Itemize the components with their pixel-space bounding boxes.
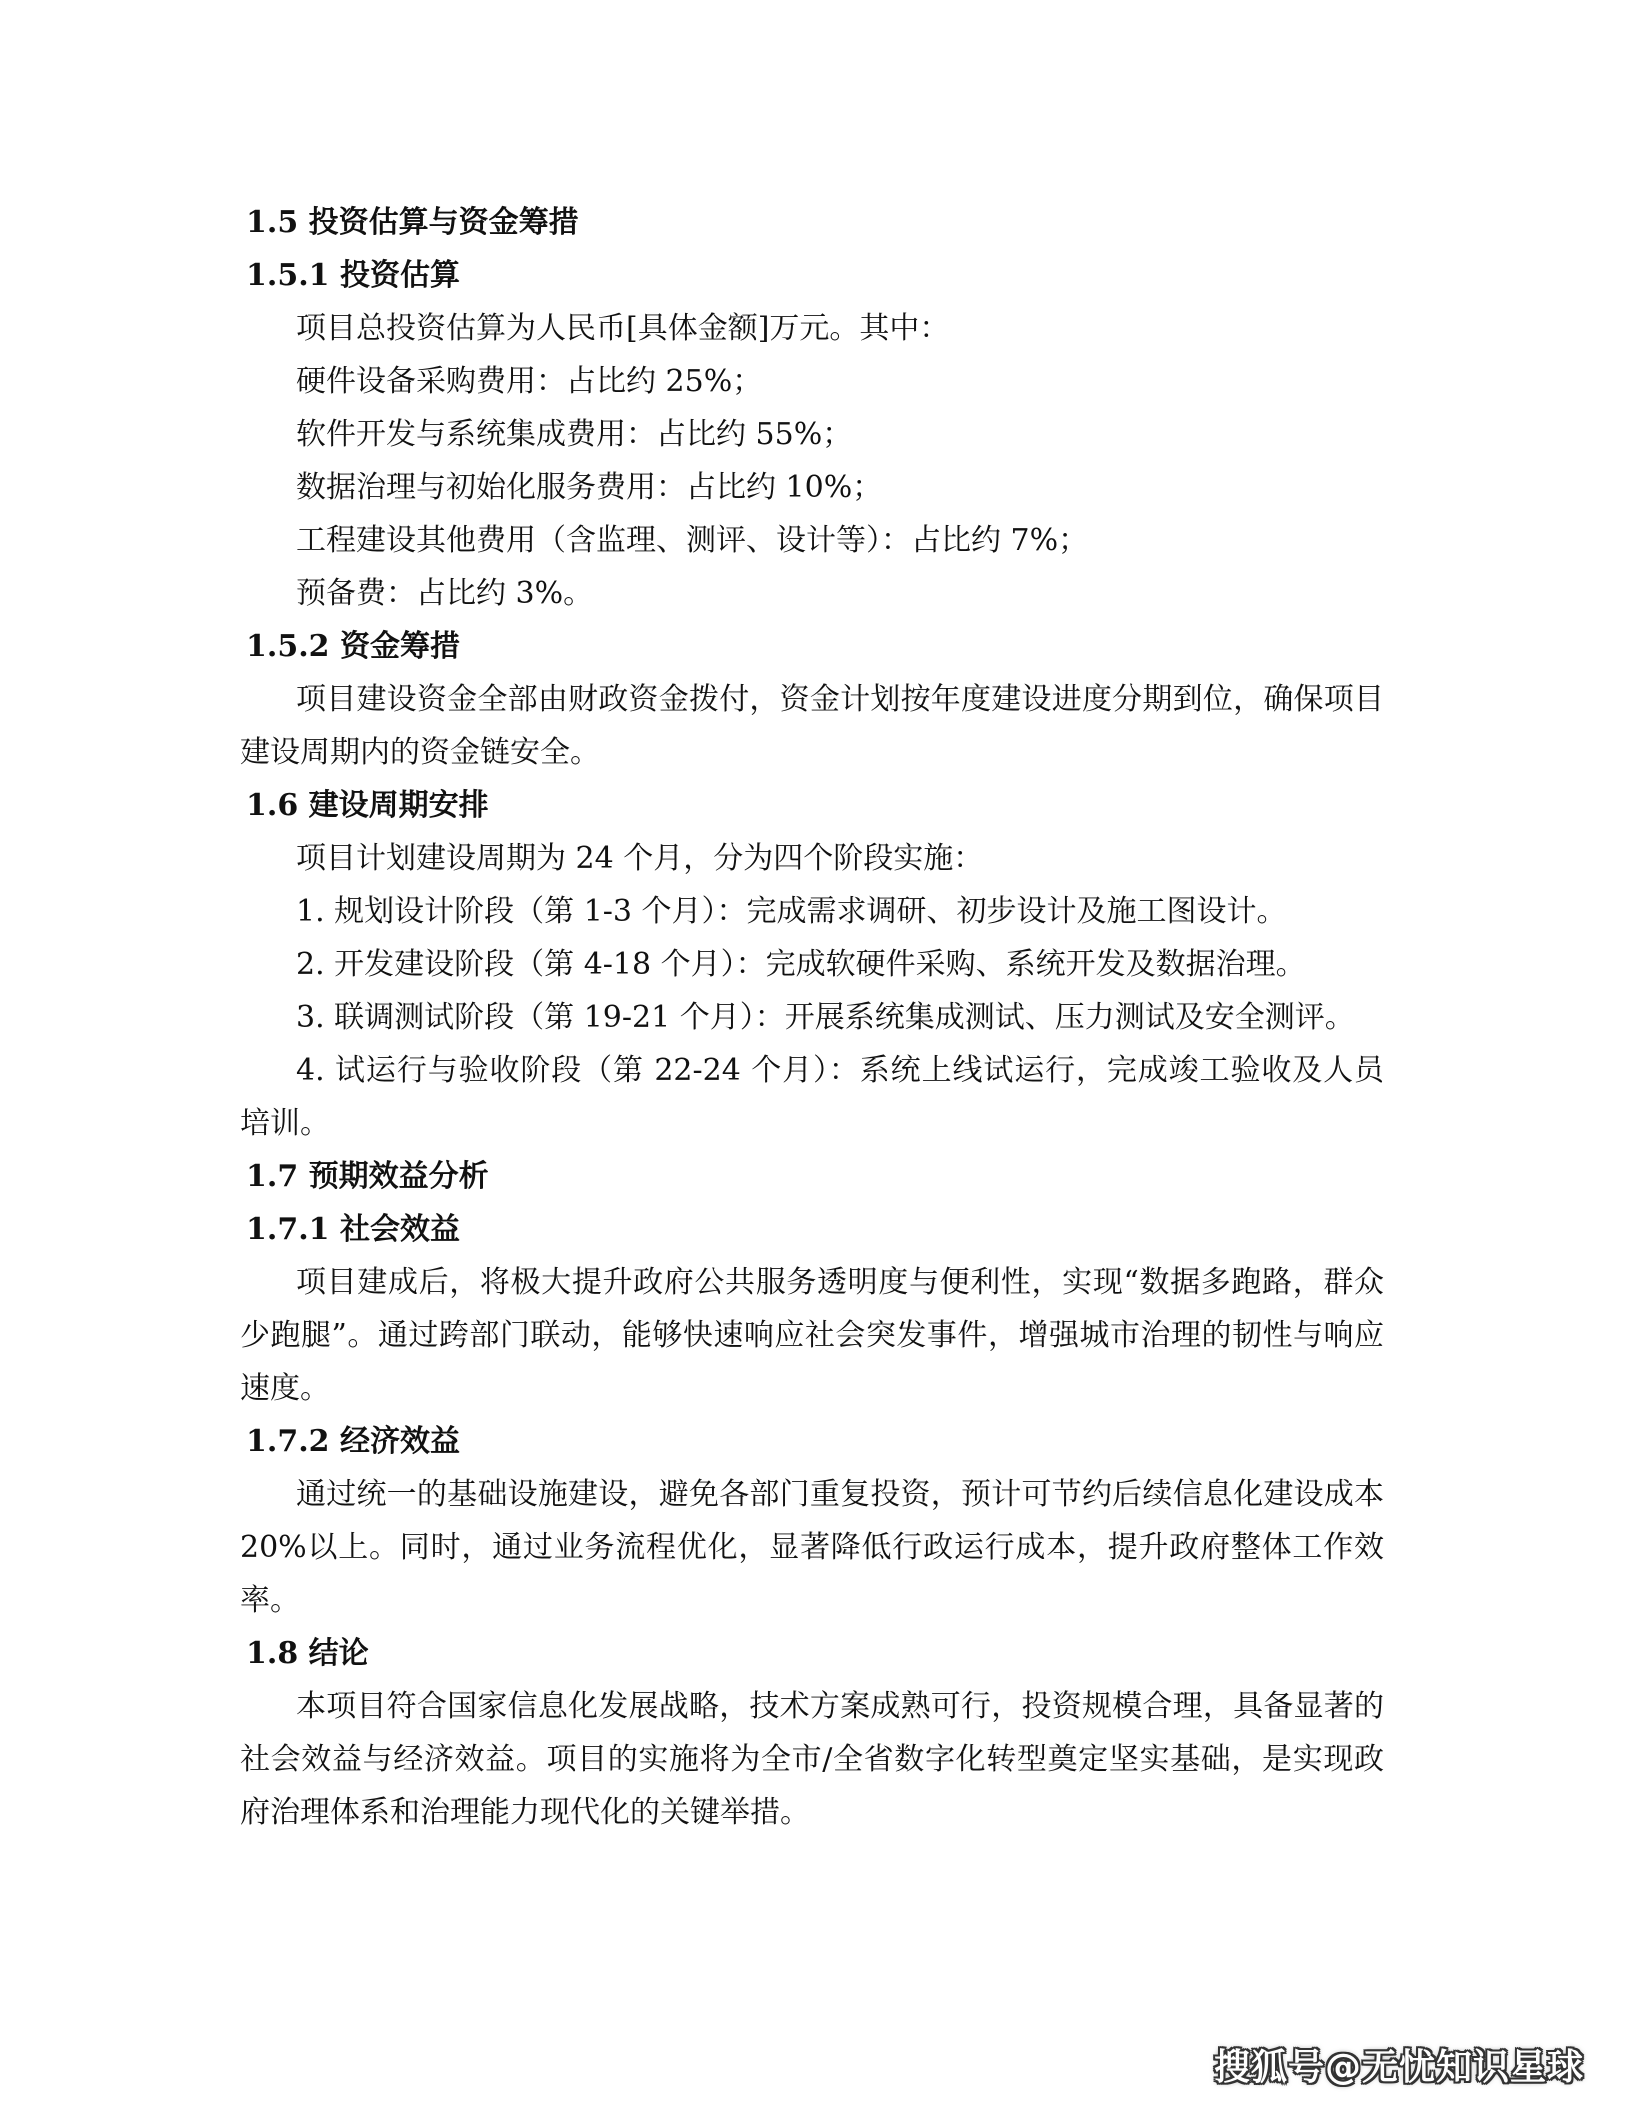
schedule-intro: 项目计划建设周期为 24 个月，分为四个阶段实施： <box>296 841 984 876</box>
schedule-phase: 1. 规划设计阶段（第 1-3 个月）：完成需求调研、初步设计及施工图设计。 <box>296 894 1287 929</box>
heading-1-7: 1.7 预期效益分析 <box>246 1159 489 1194</box>
schedule-phase: 3. 联调测试阶段（第 19-21 个月）：开展系统集成测试、压力测试及安全测评。 <box>296 1000 1355 1035</box>
investment-item: 工程建设其他费用（含监理、测评、设计等）：占比约 7%； <box>296 523 1089 558</box>
heading-1-7-2: 1.7.2 经济效益 <box>246 1424 460 1459</box>
conclusion-paragraph: 本项目符合国家信息化发展战略，技术方案成熟可行，投资规模合理，具备显著的社会效益与经济效益。项目的实施将为全市/全省数字化转型奠定坚实基础，是实现政府治理体系和治理能力现代化的关键举措。 <box>240 1689 1384 1830</box>
social-benefit-paragraph: 项目建成后，将极大提升政府公共服务透明度与便利性，实现“数据多跑路，群众少跑腿”。通过跨部门联动，能够快速响应社会突发事件，增强城市治理的韧性与响应速度。 <box>240 1265 1384 1406</box>
heading-1-5: 1.5 投资估算与资金筹措 <box>246 205 579 240</box>
funding-paragraph: 项目建设资金全部由财政资金拨付，资金计划按年度建设进度分期到位，确保项目建设周期内的资金链安全。 <box>240 682 1384 770</box>
investment-item: 数据治理与初始化服务费用：占比约 10%； <box>296 470 883 505</box>
economic-benefit-paragraph: 通过统一的基础设施建设，避免各部门重复投资，预计可节约后续信息化建设成本 20%以上。同时，通过业务流程优化，显著降低行政运行成本，提升政府整体工作效率。 <box>240 1477 1384 1618</box>
investment-item: 硬件设备采购费用：占比约 25%； <box>296 364 763 399</box>
watermark: 搜狐号@无忧知识星球 <box>1213 2047 1584 2088</box>
investment-item: 预备费：占比约 3%。 <box>296 576 594 611</box>
heading-1-5-2: 1.5.2 资金筹措 <box>246 629 460 664</box>
document-page <box>240 196 1384 1839</box>
heading-1-7-1: 1.7.1 社会效益 <box>246 1212 460 1247</box>
investment-intro: 项目总投资估算为人民币[具体金额]万元。其中： <box>296 311 950 346</box>
investment-item: 软件开发与系统集成费用：占比约 55%； <box>296 417 853 452</box>
heading-1-8: 1.8 结论 <box>246 1636 369 1671</box>
schedule-phase: 2. 开发建设阶段（第 4-18 个月）：完成软硬件采购、系统开发及数据治理。 <box>296 947 1306 982</box>
schedule-phase: 4. 试运行与验收阶段（第 22-24 个月）：系统上线试运行，完成竣工验收及人员培训。 <box>240 1053 1384 1141</box>
heading-1-5-1: 1.5.1 投资估算 <box>246 258 460 293</box>
heading-1-6: 1.6 建设周期安排 <box>246 788 489 823</box>
